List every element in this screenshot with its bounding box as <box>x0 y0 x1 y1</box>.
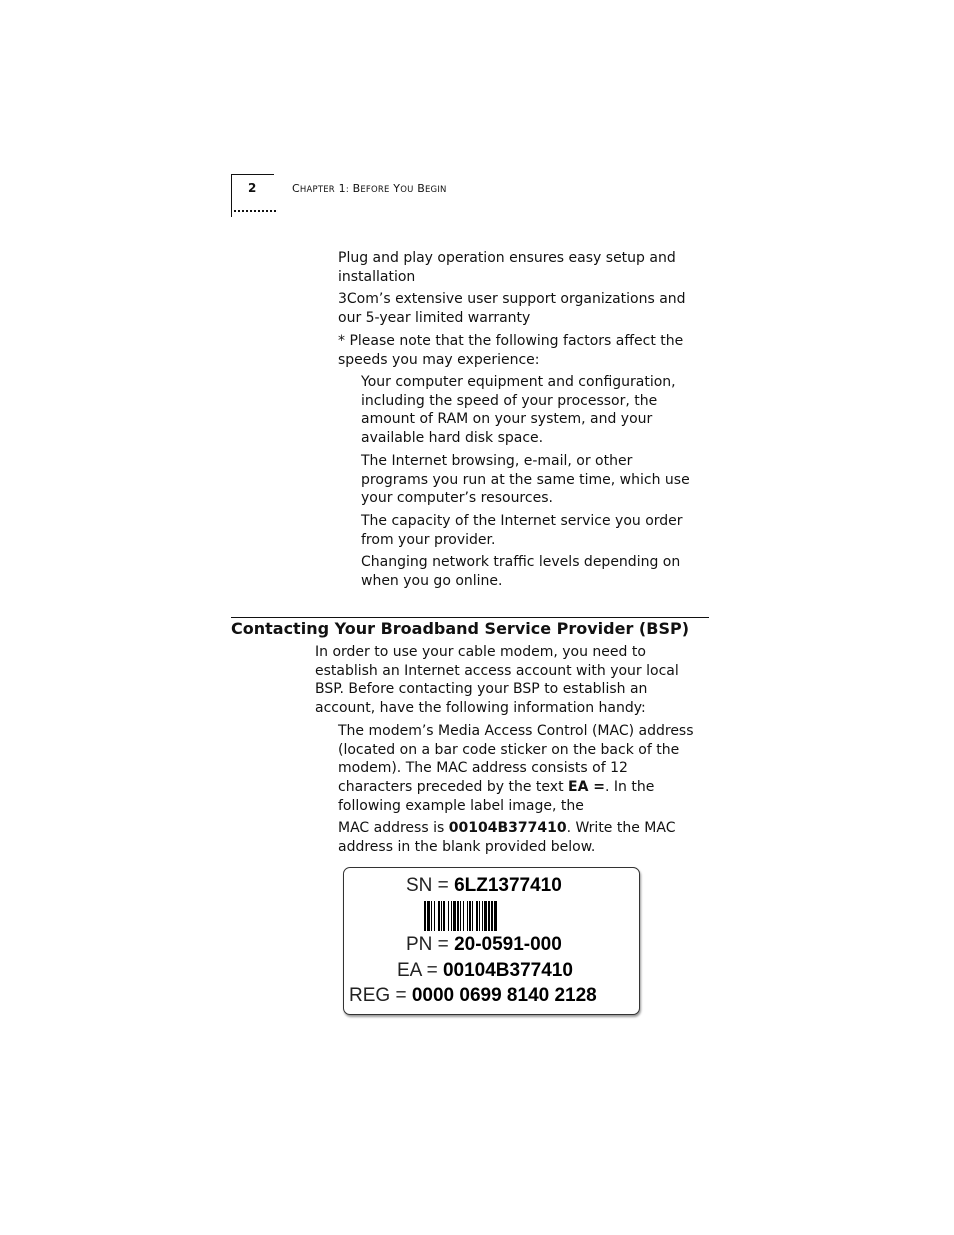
mac-text: . Write the MAC address in the blank provided below. <box>338 820 676 855</box>
label-reg-row <box>349 985 597 1007</box>
speed-note: * Please note that the following factors affect the speeds you may experience: <box>338 333 684 368</box>
label-ea-row <box>397 960 573 982</box>
mac-address-value: 00104B377410 <box>448 820 567 836</box>
label-reg-value: 0000 0699 8140 2128 <box>411 985 597 1006</box>
section-rule <box>231 617 709 618</box>
factor-item: The capacity of the Internet service you order from your provider. <box>361 513 683 548</box>
running-head: CHAPTER 1: BEFORE YOU BEGIN <box>292 182 447 195</box>
label-sn-value: 6LZ1377410 <box>454 875 562 896</box>
label-reg-key: REG = <box>349 985 407 1006</box>
ea-prefix: EA = <box>568 779 606 796</box>
label-sn-key: SN = <box>406 875 449 896</box>
label-ea-key: EA = <box>397 960 438 981</box>
factor-item: The Internet browsing, e-mail, or other programs you run at the same time, which use your computer’s resources. <box>361 453 690 507</box>
factor-item: Your computer equipment and configuration, including the speed of your processor, the amount of RAM on your system, and your available hard disk space. <box>361 374 676 447</box>
barcode-icon <box>424 901 560 931</box>
label-ea-value: 00104B377410 <box>442 960 573 981</box>
section-intro: In order to use your cable modem, you need to establish an Internet access account with your local BSP. Before contacting your BSP to establish an account, have the following information handy: <box>315 644 679 717</box>
label-sn-row <box>406 875 562 897</box>
mac-text: The modem’s Media Access Control (MAC) address (located on a bar code sticker on the back of the modem). The MAC address consists of 12 characters preceded by the text <box>338 723 694 796</box>
modem-label-image <box>343 867 640 1015</box>
label-pn-row <box>406 934 562 956</box>
factor-item: Changing network traffic levels depending on when you go online. <box>361 554 681 589</box>
section-heading: Contacting Your Broadband Service Provider (BSP) <box>231 619 689 638</box>
mac-address-example <box>338 819 683 856</box>
page-number: 2 <box>248 181 257 195</box>
feature-support-warranty: 3Com’s extensive user support organizations and our 5-year limited warranty <box>338 291 686 326</box>
mac-address-description <box>338 722 698 816</box>
dotted-rule <box>234 210 276 212</box>
label-pn-value: 20-0591-000 <box>454 934 562 955</box>
mac-text: MAC address is <box>338 820 449 836</box>
feature-plug-and-play: Plug and play operation ensures easy setup and installation <box>338 250 676 285</box>
label-pn-key: PN = <box>406 934 449 955</box>
mac-text: . In the following example label image, the <box>338 779 655 814</box>
